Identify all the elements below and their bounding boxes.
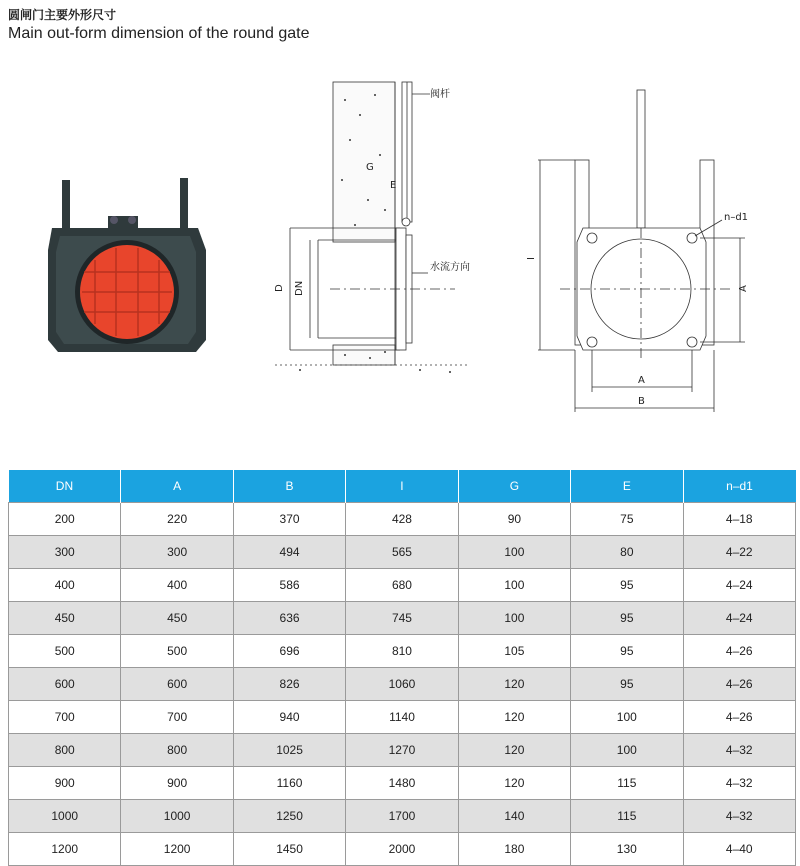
gate-photo xyxy=(48,178,206,352)
table-cell: 1140 xyxy=(346,701,458,734)
table-row xyxy=(9,569,796,602)
table-cell: 140 xyxy=(458,800,570,833)
table-cell: 700 xyxy=(9,701,121,734)
table-cell: 4–26 xyxy=(683,635,795,668)
label-flow-direction: 水流方向 xyxy=(430,262,470,273)
label-A-vertical: A xyxy=(738,285,749,292)
table-cell: 680 xyxy=(346,569,458,602)
table-cell: 4–32 xyxy=(683,734,795,767)
title-chinese: 圆闸门主要外形尺寸 xyxy=(8,8,117,22)
table-cell: 1480 xyxy=(346,767,458,800)
table-cell: 500 xyxy=(9,635,121,668)
table-row xyxy=(9,701,796,734)
table-cell: 95 xyxy=(571,668,683,701)
dimension-table xyxy=(8,470,796,866)
side-section-drawing xyxy=(275,82,470,373)
table-cell: 130 xyxy=(571,833,683,866)
table-cell: 745 xyxy=(346,602,458,635)
table-cell: 800 xyxy=(9,734,121,767)
table-cell: 300 xyxy=(121,536,233,569)
table-cell: 4–24 xyxy=(683,569,795,602)
table-cell: 105 xyxy=(458,635,570,668)
table-cell: 900 xyxy=(121,767,233,800)
title-english: Main out-form dimension of the round gate xyxy=(8,25,310,42)
label-I: I xyxy=(526,257,537,260)
table-cell: 400 xyxy=(121,569,233,602)
table-cell: 90 xyxy=(458,503,570,536)
table-cell: 4–32 xyxy=(683,800,795,833)
table-cell: 4–40 xyxy=(683,833,795,866)
header-dn: DN xyxy=(9,470,121,503)
table-cell: 1700 xyxy=(346,800,458,833)
table-cell: 800 xyxy=(121,734,233,767)
table-cell: 75 xyxy=(571,503,683,536)
table-cell: 586 xyxy=(233,569,345,602)
label-B: B xyxy=(638,396,645,407)
table-row xyxy=(9,800,796,833)
table-cell: 100 xyxy=(458,569,570,602)
table-cell: 100 xyxy=(458,536,570,569)
table-cell: 100 xyxy=(571,734,683,767)
table-cell: 115 xyxy=(571,800,683,833)
table-cell: 4–32 xyxy=(683,767,795,800)
label-E: E xyxy=(390,180,397,191)
table-cell: 900 xyxy=(9,767,121,800)
table-cell: 500 xyxy=(121,635,233,668)
table-cell: 940 xyxy=(233,701,345,734)
label-stem: 阀杆 xyxy=(430,89,450,100)
table-row xyxy=(9,635,796,668)
table-cell: 826 xyxy=(233,668,345,701)
table-cell: 1160 xyxy=(233,767,345,800)
table-cell: 100 xyxy=(458,602,570,635)
table-cell: 636 xyxy=(233,602,345,635)
table-cell: 120 xyxy=(458,734,570,767)
table-cell: 200 xyxy=(9,503,121,536)
table-cell: 565 xyxy=(346,536,458,569)
table-cell: 810 xyxy=(346,635,458,668)
table-cell: 1250 xyxy=(233,800,345,833)
table-cell: 2000 xyxy=(346,833,458,866)
table-cell: 1000 xyxy=(121,800,233,833)
table-cell: 1000 xyxy=(9,800,121,833)
table-cell: 600 xyxy=(121,668,233,701)
table-cell: 95 xyxy=(571,569,683,602)
table-cell: 100 xyxy=(571,701,683,734)
table-cell: 120 xyxy=(458,668,570,701)
table-row xyxy=(9,734,796,767)
table-cell: 1450 xyxy=(233,833,345,866)
table-cell: 1200 xyxy=(9,833,121,866)
table-cell: 120 xyxy=(458,767,570,800)
header-b: B xyxy=(233,470,345,503)
table-cell: 180 xyxy=(458,833,570,866)
table-body xyxy=(9,503,796,866)
table-row xyxy=(9,536,796,569)
table-cell: 400 xyxy=(9,569,121,602)
table-cell: 220 xyxy=(121,503,233,536)
table-header-row xyxy=(9,470,796,503)
label-DN: DN xyxy=(294,280,305,296)
label-A-horizontal: A xyxy=(638,375,645,386)
table-cell: 1025 xyxy=(233,734,345,767)
label-n-d1: n–d1 xyxy=(724,212,749,223)
table-cell: 428 xyxy=(346,503,458,536)
label-G: G xyxy=(366,162,374,173)
table-cell: 300 xyxy=(9,536,121,569)
table-cell: 4–24 xyxy=(683,602,795,635)
table-row xyxy=(9,503,796,536)
gate-figure xyxy=(0,60,800,420)
gate-drawings xyxy=(0,60,800,420)
front-view-drawing xyxy=(538,90,745,412)
table-cell: 494 xyxy=(233,536,345,569)
table-cell: 95 xyxy=(571,602,683,635)
table-cell: 696 xyxy=(233,635,345,668)
table-cell: 600 xyxy=(9,668,121,701)
table-cell: 115 xyxy=(571,767,683,800)
table-cell: 370 xyxy=(233,503,345,536)
table-cell: 80 xyxy=(571,536,683,569)
table-cell: 4–18 xyxy=(683,503,795,536)
header-n-d1: n–d1 xyxy=(683,470,795,503)
label-D: D xyxy=(274,284,285,292)
table-row xyxy=(9,767,796,800)
header-a: A xyxy=(121,470,233,503)
table-cell: 95 xyxy=(571,635,683,668)
table-cell: 4–26 xyxy=(683,701,795,734)
table-row xyxy=(9,668,796,701)
table-cell: 120 xyxy=(458,701,570,734)
table-cell: 1270 xyxy=(346,734,458,767)
table-row xyxy=(9,602,796,635)
table-row xyxy=(9,833,796,866)
table-cell: 1200 xyxy=(121,833,233,866)
table-cell: 4–26 xyxy=(683,668,795,701)
table-cell: 4–22 xyxy=(683,536,795,569)
header-e: E xyxy=(571,470,683,503)
header-g: G xyxy=(458,470,570,503)
table-cell: 450 xyxy=(121,602,233,635)
table-cell: 700 xyxy=(121,701,233,734)
table-cell: 1060 xyxy=(346,668,458,701)
header-i: I xyxy=(346,470,458,503)
table-cell: 450 xyxy=(9,602,121,635)
